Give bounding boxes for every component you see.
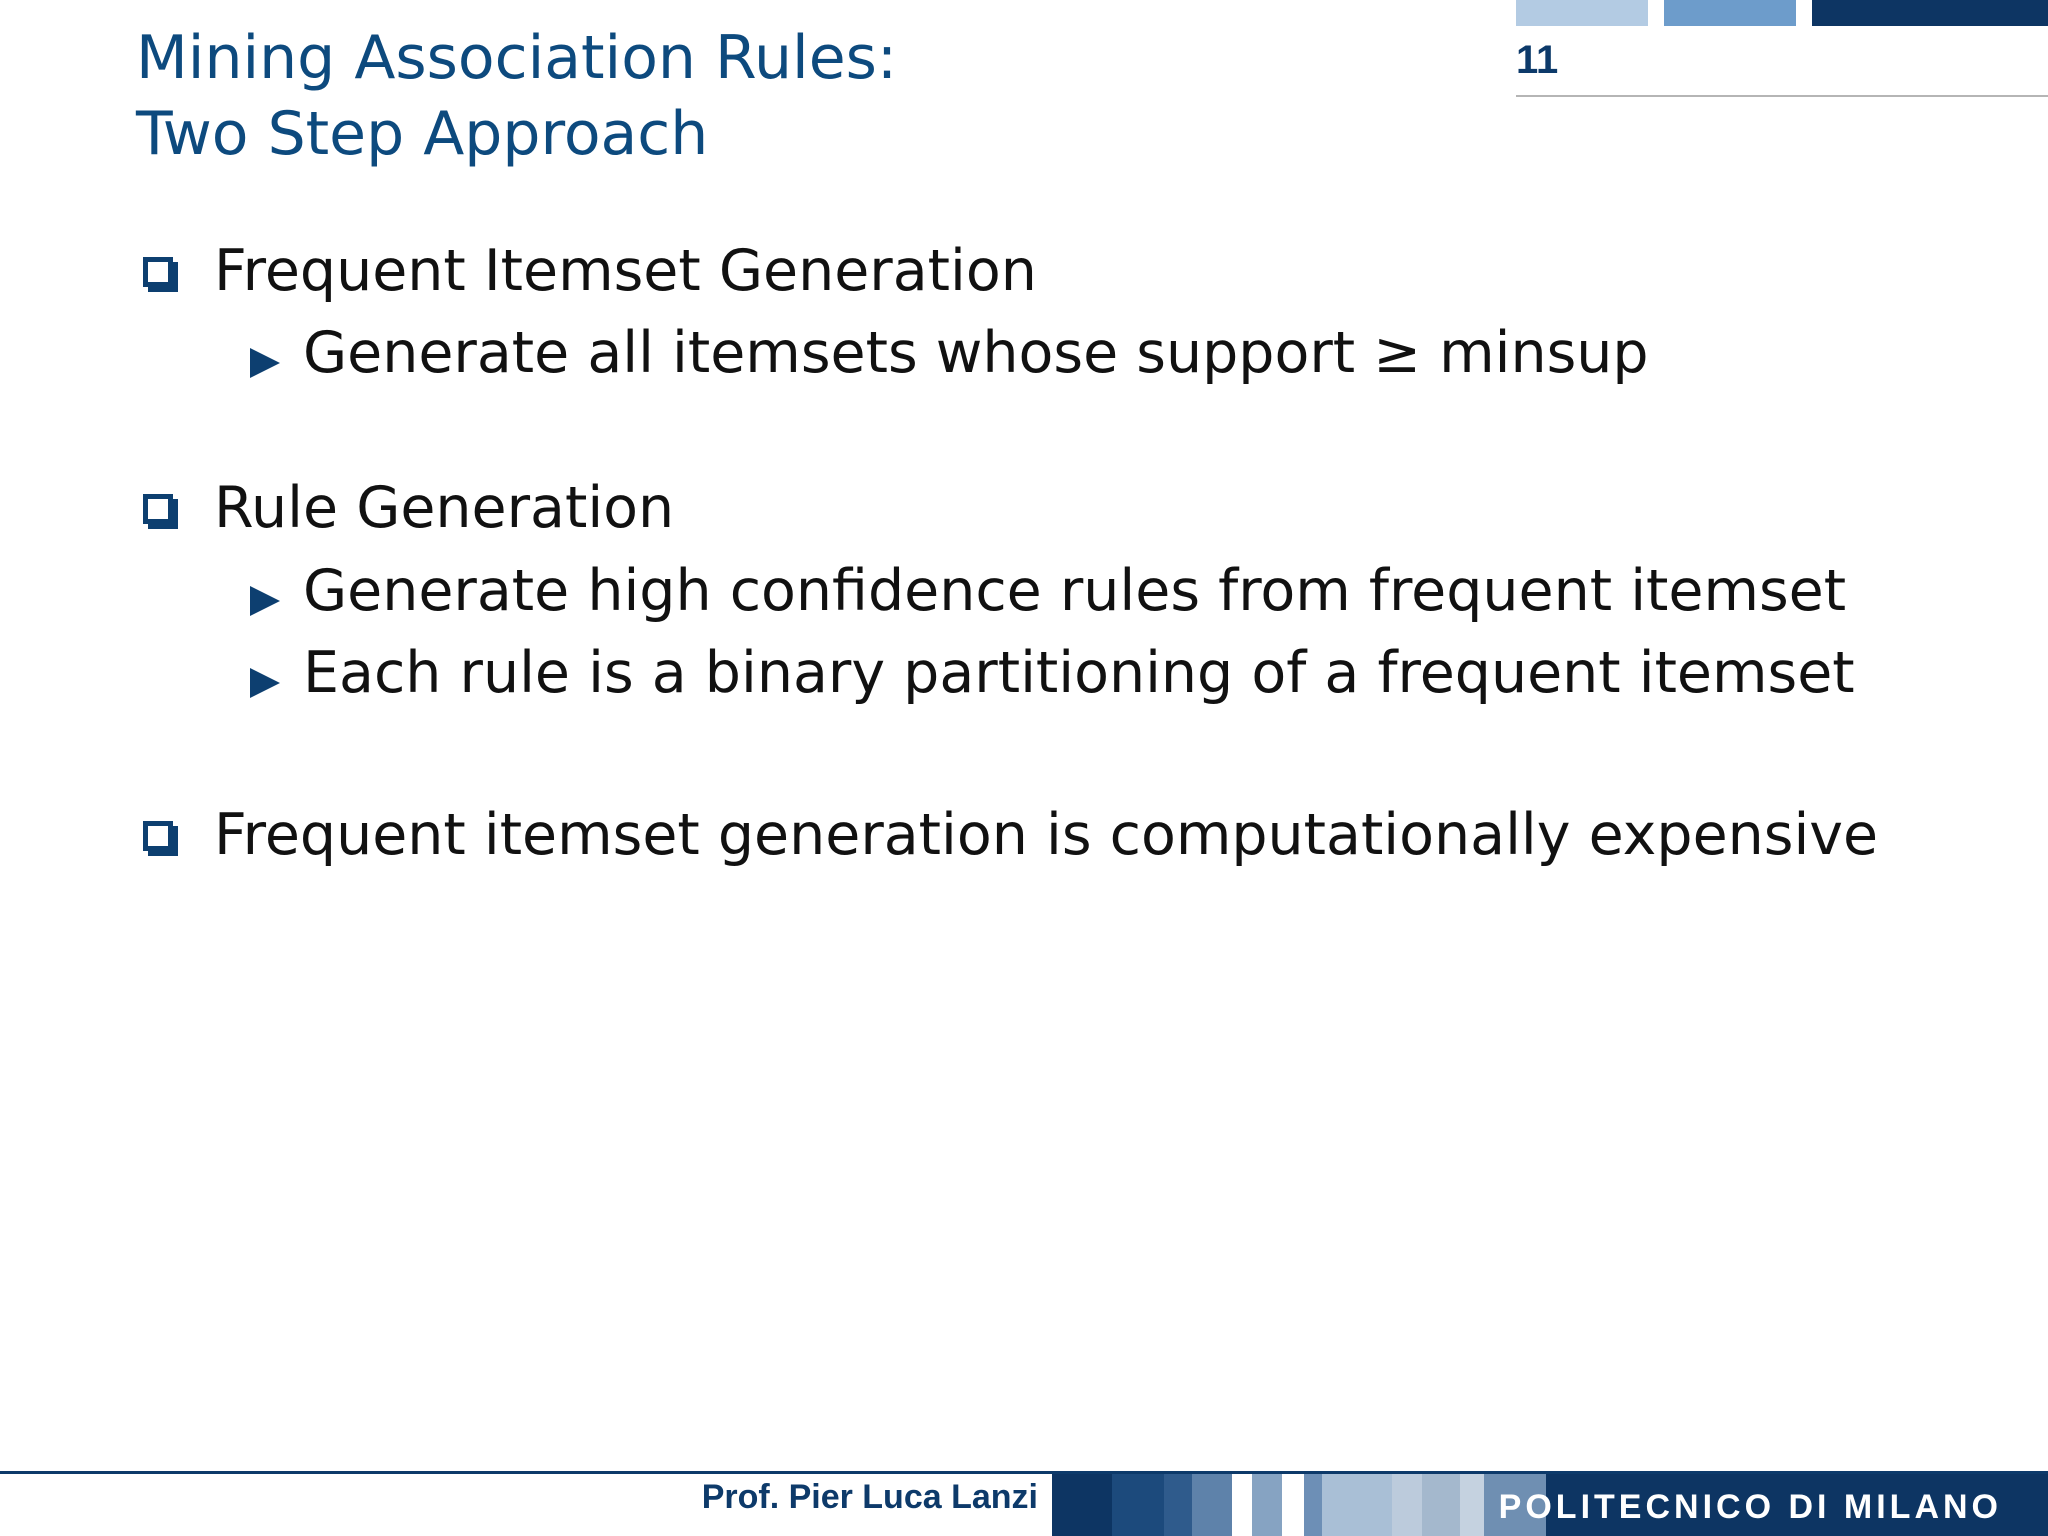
arrow-bullet-icon bbox=[250, 348, 280, 378]
slide-title bbox=[136, 20, 897, 172]
bullet-item-3: Frequent itemset generation is computationally expensive bbox=[214, 802, 1879, 868]
slide-title-line-2: Two Step Approach bbox=[136, 99, 709, 169]
sub-bullet-item-2-1: Generate high confidence rules from frequent itemset bbox=[303, 558, 1847, 624]
footer-author: Prof. Pier Luca Lanzi bbox=[701, 1478, 1038, 1516]
footer-institution: POLITECNICO DI MILANO bbox=[1498, 1488, 2002, 1526]
checkbox-bullet-icon bbox=[143, 494, 173, 524]
sub-bullet-item-2-2: Each rule is a binary partitioning of a frequent itemset bbox=[303, 640, 1855, 706]
arrow-bullet-icon bbox=[250, 668, 280, 698]
bullet-item-1: Frequent Itemset Generation bbox=[214, 238, 1037, 304]
header-decoration-bars bbox=[1516, 0, 2048, 26]
checkbox-bullet-icon bbox=[143, 821, 173, 851]
sub-bullet-item-1-1: Generate all itemsets whose support ≥ minsup bbox=[303, 320, 1649, 386]
slide-number-rule bbox=[1516, 95, 2048, 97]
slide-number: 11 bbox=[1516, 38, 1559, 82]
bullet-item-2: Rule Generation bbox=[214, 475, 675, 541]
slide-title-line-1: Mining Association Rules: bbox=[136, 23, 898, 93]
arrow-bullet-icon bbox=[250, 586, 280, 616]
checkbox-bullet-icon bbox=[143, 257, 173, 287]
